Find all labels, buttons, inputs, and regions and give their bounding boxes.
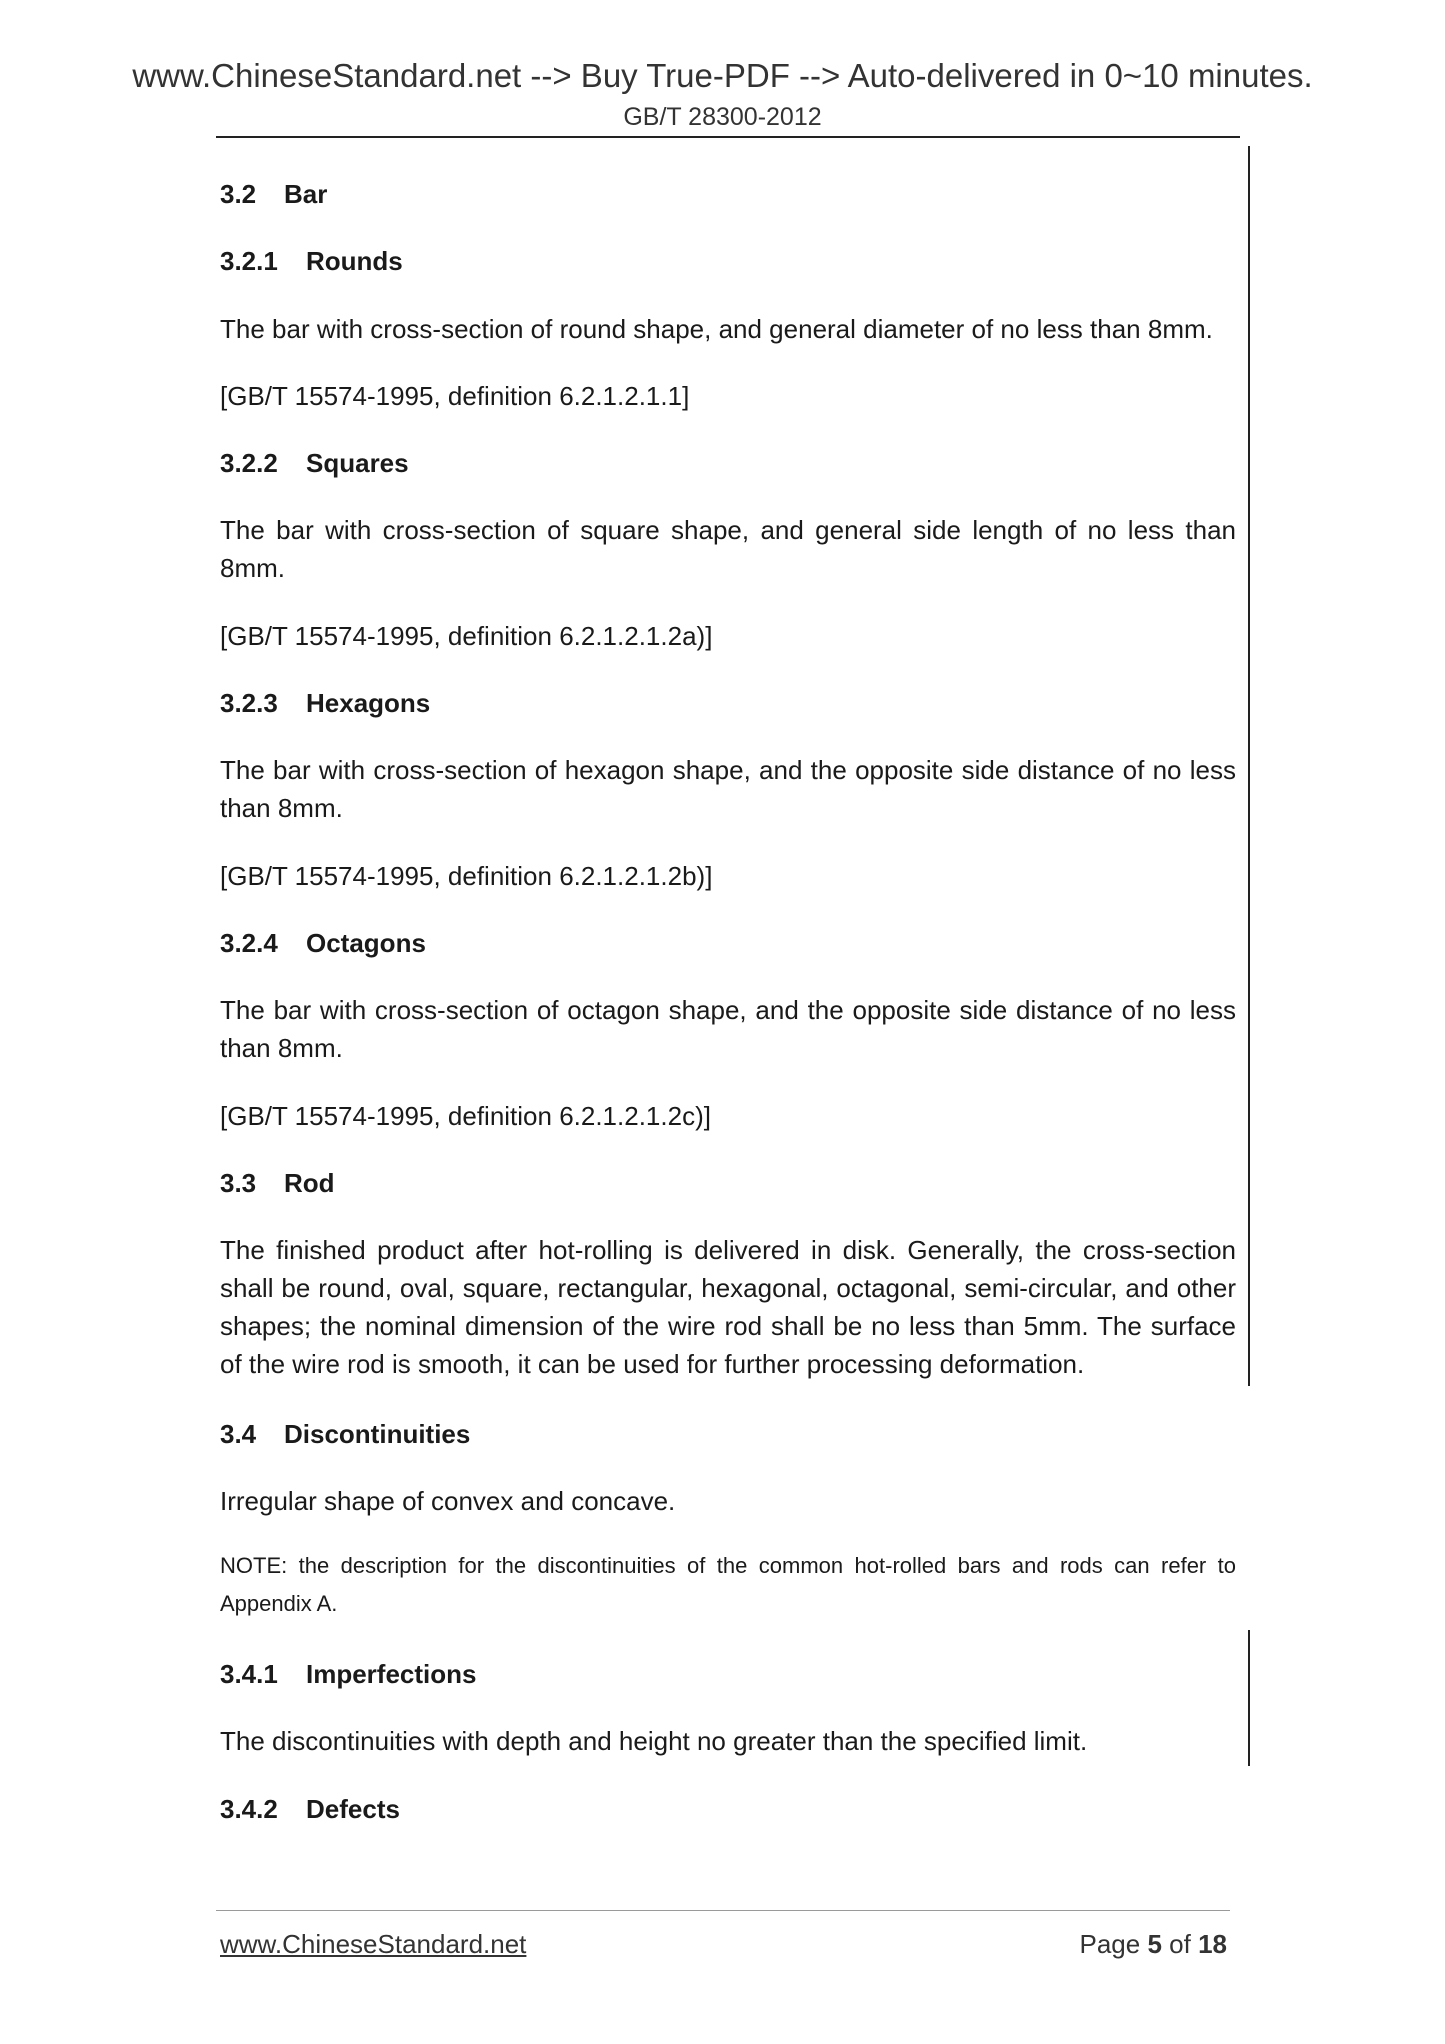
definition-reference: [GB/T 15574-1995, definition 6.2.1.2.1.2a)] bbox=[220, 621, 713, 651]
section-number: 3.4.2 bbox=[220, 1794, 278, 1824]
definition-text: Irregular shape of convex and concave. bbox=[220, 1486, 676, 1516]
definition-text: The bar with cross-section of hexagon shape, and the opposite side distance of no less than 8mm. bbox=[220, 755, 1236, 823]
section-number: 3.4 bbox=[220, 1419, 257, 1449]
page-total: 18 bbox=[1198, 1929, 1227, 1959]
section-number: 3.2 bbox=[220, 179, 257, 209]
note-text: NOTE: the description for the discontinuities of the common hot-rolled bars and rods can refer to Appendix A. bbox=[220, 1553, 1236, 1616]
page-indicator bbox=[1079, 1928, 1227, 1960]
definition-text: The bar with cross-section of round shape, and general diameter of no less than 8mm. bbox=[220, 314, 1213, 344]
definition-text: The finished product after hot-rolling is delivered in disk. Generally, the cross-section shall be round, oval, square, rectangular, hexagonal, octagonal, semi-circular, and other shapes; the nominal dimension of the wire rod shall be no less than 5mm. The surface of the wire rod is smooth, it can be used for further processing deformation. bbox=[220, 1235, 1236, 1379]
definition-reference: [GB/T 15574-1995, definition 6.2.1.2.1.2c)] bbox=[220, 1101, 711, 1131]
definition-text: The bar with cross-section of square shape, and general side length of no less than 8mm. bbox=[220, 515, 1236, 583]
section-heading bbox=[220, 1658, 1236, 1690]
header-banner: www.ChineseStandard.net --> Buy True-PDF --> Auto-delivered in 0~10 minutes. bbox=[132, 57, 1313, 94]
revision-bar bbox=[1248, 146, 1250, 1386]
page-current: 5 bbox=[1147, 1929, 1162, 1959]
header-divider bbox=[216, 136, 1240, 138]
standard-code: GB/T 28300-2012 bbox=[623, 103, 822, 131]
definition-text: The bar with cross-section of octagon shape, and the opposite side distance of no less than 8mm. bbox=[220, 995, 1236, 1063]
section-title: Hexagons bbox=[306, 688, 431, 718]
section-heading bbox=[220, 178, 1236, 210]
footer-site-link[interactable]: www.ChineseStandard.net bbox=[220, 1929, 527, 1959]
section-heading bbox=[220, 1793, 1236, 1825]
definition-reference: [GB/T 15574-1995, definition 6.2.1.2.1.2b)] bbox=[220, 861, 713, 891]
section-title: Defects bbox=[306, 1794, 400, 1824]
page-prefix: Page bbox=[1079, 1929, 1141, 1959]
section-heading bbox=[220, 1167, 1236, 1199]
section-title: Discontinuities bbox=[284, 1419, 471, 1449]
footer-divider bbox=[216, 1910, 1230, 1911]
section-heading bbox=[220, 927, 1236, 959]
section-number: 3.2.1 bbox=[220, 246, 278, 276]
revision-bar bbox=[1248, 1630, 1250, 1766]
section-title: Bar bbox=[284, 179, 328, 209]
section-heading bbox=[220, 687, 1236, 719]
definition-text: The discontinuities with depth and height no greater than the specified limit. bbox=[220, 1726, 1088, 1756]
section-title: Imperfections bbox=[306, 1659, 477, 1689]
section-heading bbox=[220, 1418, 1236, 1450]
section-number: 3.2.2 bbox=[220, 448, 278, 478]
section-title: Octagons bbox=[306, 928, 426, 958]
section-title: Rod bbox=[284, 1168, 335, 1198]
section-number: 3.2.3 bbox=[220, 688, 278, 718]
section-number: 3.3 bbox=[220, 1168, 257, 1198]
section-number: 3.4.1 bbox=[220, 1659, 278, 1689]
section-heading bbox=[220, 245, 1236, 277]
section-number: 3.2.4 bbox=[220, 928, 278, 958]
section-heading bbox=[220, 447, 1236, 479]
section-title: Rounds bbox=[306, 246, 403, 276]
page-separator: of bbox=[1169, 1929, 1191, 1959]
section-title: Squares bbox=[306, 448, 409, 478]
definition-reference: [GB/T 15574-1995, definition 6.2.1.2.1.1] bbox=[220, 381, 690, 411]
